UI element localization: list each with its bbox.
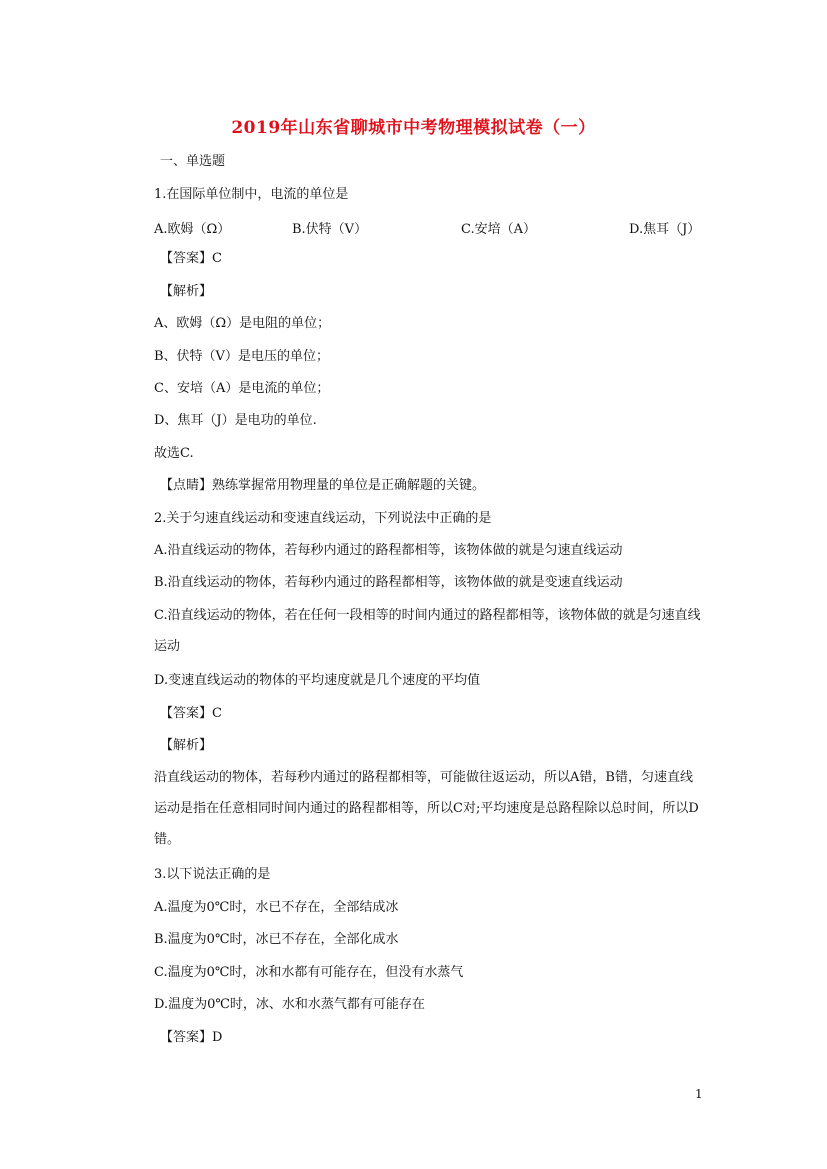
section-heading: 一、单选题 bbox=[160, 154, 226, 169]
document-title: 2019年山东省聊城市中考物理模拟试卷（一） bbox=[231, 118, 596, 138]
question-1-analysis-line: D、焦耳（J）是电功的单位. bbox=[154, 413, 317, 428]
question-2-option-b: B.沿直线运动的物体，若每秒内通过的路程都相等，该物体做的就是变速直线运动 bbox=[154, 575, 623, 590]
question-1-analysis-label: 【解析】 bbox=[160, 284, 213, 299]
question-2-analysis: 沿直线运动的物体，若每秒内通过的路程都相等，可能做往返运动，所以A错，B错，匀速直线运动是指在任意相同时间内通过的路程都相等，所以C对;平均速度是总路程除以总时间，所以D错。 bbox=[154, 770, 699, 847]
question-1-analysis-line: A、欧姆（Ω）是电阻的单位； bbox=[154, 316, 331, 331]
question-1-choice: 故选C. bbox=[154, 446, 194, 461]
question-1-answer: 【答案】C bbox=[160, 251, 222, 266]
question-3-option-c: C.温度为0℃时，冰和水都有可能存在，但没有水蒸气 bbox=[154, 965, 464, 980]
question-2-option-a: A.沿直线运动的物体，若每秒内通过的路程都相等，该物体做的就是匀速直线运动 bbox=[154, 543, 623, 558]
question-1-stem: 1.在国际单位制中，电流的单位是 bbox=[154, 187, 349, 202]
question-2-analysis-label: 【解析】 bbox=[160, 738, 213, 753]
question-1-analysis-line: C、安培（A）是电流的单位； bbox=[154, 381, 330, 396]
question-1-option-b: B.伏特（V） bbox=[292, 222, 368, 237]
question-3-stem: 3.以下说法正确的是 bbox=[154, 867, 271, 882]
page-number: 1 bbox=[695, 1087, 703, 1101]
question-3-option-b: B.温度为0℃时，冰已不存在，全部化成水 bbox=[154, 932, 399, 947]
question-2-answer: 【答案】C bbox=[160, 706, 222, 721]
question-1-analysis-line: B、伏特（V）是电压的单位； bbox=[154, 349, 329, 364]
question-1-option-c: C.安培（A） bbox=[461, 222, 537, 237]
question-3-option-d: D.温度为0℃时，冰、水和水蒸气都有可能存在 bbox=[154, 997, 425, 1012]
question-3-option-a: A.温度为0℃时，水已不存在，全部结成冰 bbox=[154, 900, 399, 915]
question-2-option-c: C.沿直线运动的物体，若在任何一段相等的时间内通过的路程都相等，该物体做的就是匀速直线运动 bbox=[154, 608, 701, 654]
question-3-answer: 【答案】D bbox=[160, 1030, 223, 1045]
question-2-stem: 2.关于匀速直线运动和变速直线运动，下列说法中正确的是 bbox=[154, 511, 492, 526]
question-1-option-d: D.焦耳（J） bbox=[629, 222, 701, 237]
question-1-tip: 【点睛】熟练掌握常用物理量的单位是正确解题的关键。 bbox=[160, 478, 486, 493]
question-2-option-d: D.变速直线运动的物体的平均速度就是几个速度的平均值 bbox=[154, 673, 481, 688]
question-1-option-a: A.欧姆（Ω） bbox=[154, 222, 231, 237]
